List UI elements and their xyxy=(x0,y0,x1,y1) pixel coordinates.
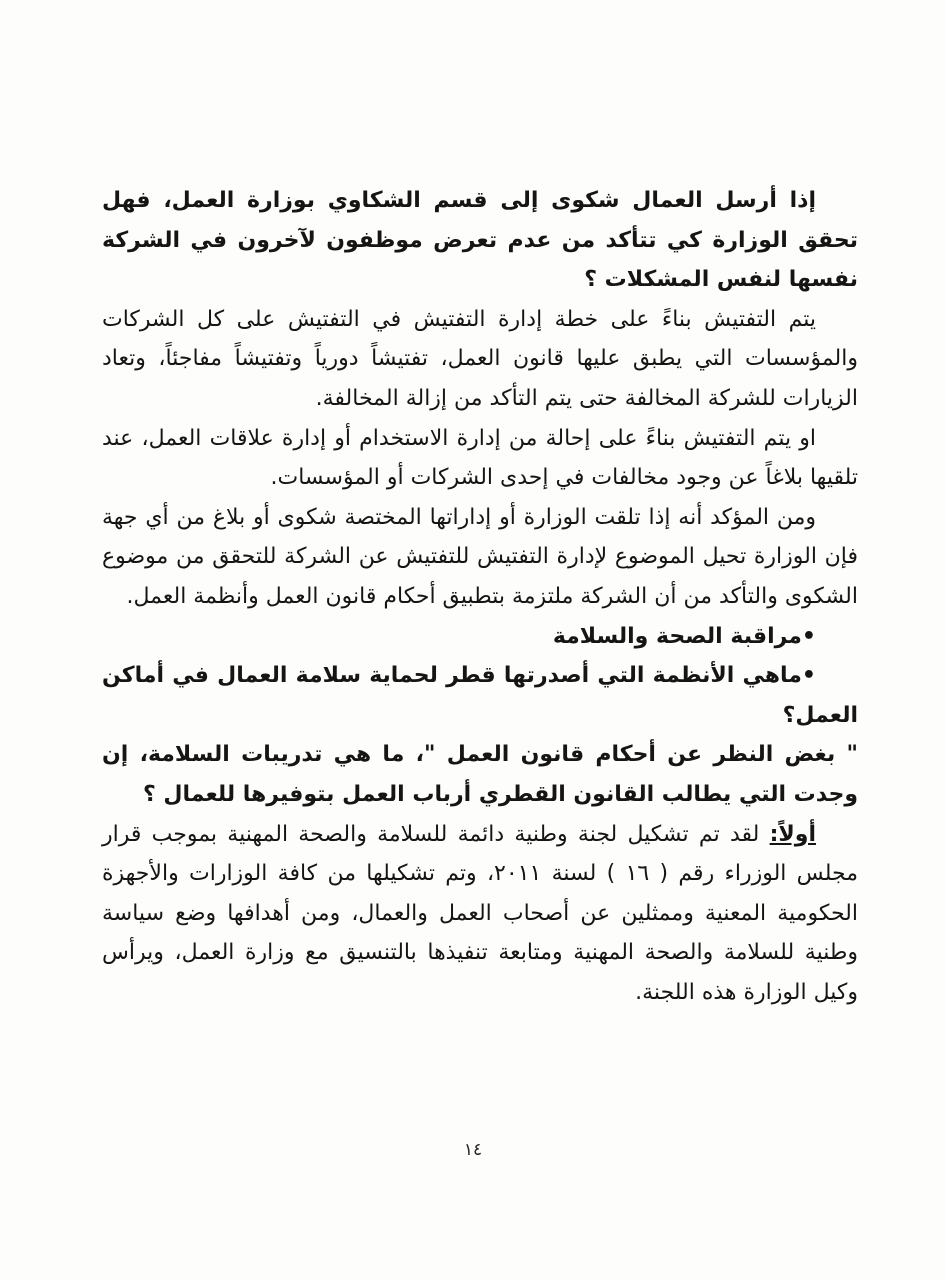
answer-paragraph-inspection-plan: يتم التفتيش بناءً على خطة إدارة التفتيش في التفتيش على كل الشركات والمؤسسات التي يطبق عليها قانون العمل، تفتيشاً دورياً وتفتيشاً مفاجئاً، وتعاد الزيارات للشركة المخالفة حتى يتم التأكد من إزالة المخالفة. xyxy=(102,306,858,411)
question-paragraph-regulations: •ماهي الأنظمة التي أصدرتها قطر لحماية سلامة العمال في أماكن العمل؟ xyxy=(102,663,858,728)
question-paragraph-complaints: إذا أرسل العمال شكوى إلى قسم الشكاوي بوزارة العمل، فهل تحقق الوزارة كي تتأكد من عدم تعرض موظفون لآخرون في الشركة نفسها لنفس المشكلات ؟ xyxy=(102,188,858,293)
answer-paragraph-national-committee xyxy=(102,815,858,1013)
page-number: ١٤ xyxy=(463,1140,483,1160)
answer-paragraph-verification: ومن المؤكد أنه إذا تلقت الوزارة أو إداراتها المختصة شكوى أو بلاغ من أي جهة فإن الوزارة تحيل الموضوع لإدارة التفتيش للتفتيش عن الشركة للتحقق من موضوع الشكوى والتأكد من أن الشركة ملتزمة بتطبيق أحكام قانون العمل وأنظمة العمل. xyxy=(102,504,858,609)
answer-paragraph-referral: او يتم التفتيش بناءً على إحالة من إدارة الاستخدام أو إدارة علاقات العمل، عند تلقيها بلاغاً عن وجود مخالفات في إحدى الشركات أو المؤسسات. xyxy=(102,425,858,491)
answer-text: لقد تم تشكيل لجنة وطنية دائمة للسلامة والصحة المهنية بموجب قرار مجلس الوزراء رقم ( ١٦ ) لسنة ٢٠١١، وتم تشكيلها من كافة الوزارات والأجهزة الحكومية المعنية وممثلين عن أصحاب العمل والعمال، ومن أهدافها وضع سياسة وطنية للسلامة والصحة المهنية ومتابعة تنفيذها بالتنسيق مع وزارة العمل، ويرأس وكيل الوزارة هذه اللجنة. xyxy=(102,821,858,1005)
section-heading-health-safety: •مراقبة الصحة والسلامة xyxy=(552,623,816,649)
question-paragraph-safety-training: " بغض النظر عن أحكام قانون العمل "، ما هي تدريبات السلامة، إن وجدت التي يطالب القانون القطري أرباب العمل بتوفيرها للعمال ؟ xyxy=(102,742,858,807)
lead-word-first: أولاً: xyxy=(769,821,816,847)
